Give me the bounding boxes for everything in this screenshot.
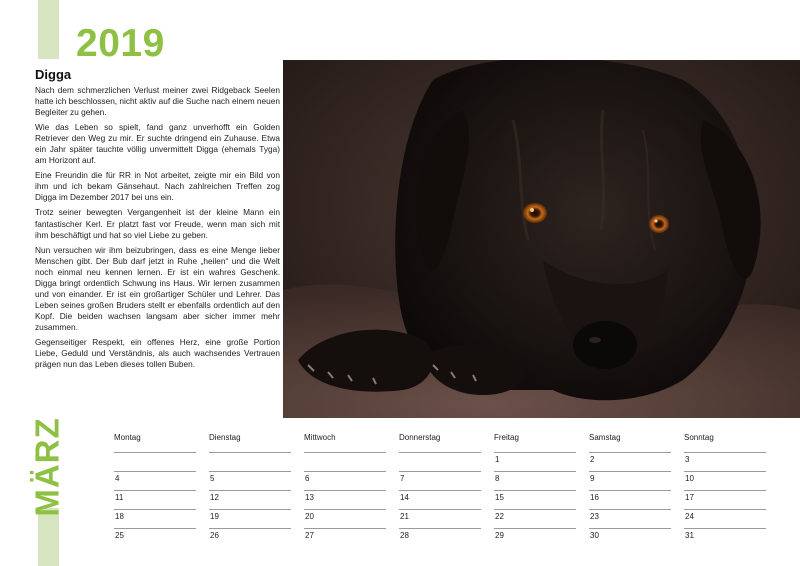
weekday-header: Sonntag (684, 433, 714, 442)
calendar-day-cell (589, 528, 671, 548)
day-number: 19 (210, 512, 219, 521)
day-number: 10 (685, 474, 694, 483)
calendar-day-cell (399, 452, 481, 472)
calendar-column (114, 432, 196, 540)
calendar-day-cell (114, 528, 196, 548)
day-number: 20 (305, 512, 314, 521)
calendar-day-cell (494, 509, 576, 529)
accent-bar-top (38, 0, 59, 59)
day-number: 7 (400, 474, 405, 483)
calendar-day-cell (589, 471, 671, 491)
day-number: 21 (400, 512, 409, 521)
day-number: 13 (305, 493, 314, 502)
day-number: 5 (210, 474, 215, 483)
calendar-day-cell (114, 490, 196, 510)
calendar-day-cell (304, 490, 386, 510)
day-number: 11 (115, 493, 124, 502)
day-number: 14 (400, 493, 409, 502)
story-paragraph: Nun versuchen wir ihm beizubringen, dass es eine Menge lieber Menschen gibt. Der Bub darf jetzt in Ruhe „heilen“ und die Welt noch einmal neu kennen lernen. Er ist ein wahres Geschenk. Digga bringt ordentlich Schwung ins Haus. Wir lernen zusammen und von einander. Er ist ein großartiger Schüler und Lehrer. Das Leben seines großen Bruders stellt er ebenfalls ordentlich auf den Kopf. Die beiden wachsen langsam aber sicher immer mehr zusammen. (35, 244, 280, 332)
calendar-day-cell (494, 471, 576, 491)
weekday-header: Donnerstag (399, 433, 441, 442)
day-number: 1 (495, 455, 500, 464)
month-label (22, 417, 74, 517)
day-number: 27 (305, 531, 314, 540)
day-number: 17 (685, 493, 694, 502)
day-number: 12 (210, 493, 219, 502)
calendar-day-cell (399, 509, 481, 529)
day-number: 28 (400, 531, 409, 540)
day-number: 18 (115, 512, 124, 521)
calendar-column (684, 432, 766, 540)
day-number: 30 (590, 531, 599, 540)
story-paragraph: Gegenseitiger Respekt, ein offenes Herz, eine große Portion Liebe, Geduld und Verständnis, als auch wachsendes Vertrauen prägen nun das Leben dieses tollen Buben. (35, 336, 280, 370)
story-paragraph: Wie das Leben so spielt, fand ganz unverhofft ein Golden Retriever den Weg zu mir. Er suchte dringend ein Zuhause. Etwa ein Jahr später tauchte völlig unvermittelt Digga (ehemals Tyga) am Horizont auf. (35, 122, 280, 166)
calendar-day-cell (304, 509, 386, 529)
day-number: 23 (590, 512, 599, 521)
story-title: Digga (35, 67, 72, 82)
dog-photo (283, 60, 800, 418)
calendar-day-cell (684, 452, 766, 472)
calendar-day-cell (209, 471, 291, 491)
calendar-day-cell (494, 528, 576, 548)
day-number: 6 (305, 474, 310, 483)
calendar-day-cell (399, 471, 481, 491)
calendar-day-cell (114, 471, 196, 491)
day-number: 24 (685, 512, 694, 521)
calendar-day-cell (114, 452, 196, 472)
weekday-header: Montag (114, 433, 141, 442)
year-heading: 2019 (76, 22, 165, 65)
weekday-header: Samstag (589, 433, 621, 442)
calendar-day-cell (494, 452, 576, 472)
day-number: 8 (495, 474, 500, 483)
day-number: 22 (495, 512, 504, 521)
calendar-day-cell (494, 490, 576, 510)
calendar-day-cell (589, 509, 671, 529)
day-number: 16 (590, 493, 599, 502)
day-number: 31 (685, 531, 694, 540)
day-number: 9 (590, 474, 595, 483)
story-paragraph: Eine Freundin die für RR in Not arbeitet, zeigte mir ein Bild von ihm und ich bekam Gänsehaut. Nach zahlreichen Treffen zog Digga im Dezember 2017 bei uns ein. (35, 170, 280, 203)
weekday-header: Mittwoch (304, 433, 336, 442)
day-number: 3 (685, 455, 690, 464)
weekday-header: Dienstag (209, 433, 241, 442)
calendar-column (399, 432, 481, 540)
day-number: 4 (115, 474, 120, 483)
calendar-day-cell (684, 509, 766, 529)
calendar-day-cell (209, 528, 291, 548)
calendar-column (589, 432, 671, 540)
calendar-day-cell (399, 528, 481, 548)
calendar-day-cell (114, 509, 196, 529)
story-paragraph: Trotz seiner bewegten Vergangenheit ist der kleine Mann ein fantastischer Kerl. Er platzt fast vor Freude, wenn man sich mit ihm beschäftigt und hat so viel Liebe zu geben. (35, 207, 280, 240)
day-number: 2 (590, 455, 595, 464)
calendar-column (304, 432, 386, 540)
calendar-day-cell (209, 509, 291, 529)
calendar-day-cell (684, 528, 766, 548)
calendar-day-cell (684, 471, 766, 491)
calendar-column (209, 432, 291, 540)
calendar-day-cell (304, 452, 386, 472)
day-number: 29 (495, 531, 504, 540)
calendar-day-cell (209, 452, 291, 472)
calendar-day-cell (304, 471, 386, 491)
calendar-day-cell (209, 490, 291, 510)
day-number: 26 (210, 531, 219, 540)
calendar-column (494, 432, 576, 540)
calendar-day-cell (684, 490, 766, 510)
story-text (35, 85, 280, 374)
calendar-day-cell (399, 490, 481, 510)
story-paragraph: Nach dem schmerzlichen Verlust meiner zwei Ridgeback Seelen hatte ich beschlossen, nicht aktiv auf die Suche nach einem neuen Begleiter zu gehen. (35, 85, 280, 118)
weekday-header: Freitag (494, 433, 519, 442)
day-number: 25 (115, 531, 124, 540)
calendar-day-cell (589, 490, 671, 510)
calendar-day-cell (304, 528, 386, 548)
accent-bar-bottom (38, 508, 59, 566)
day-number: 15 (495, 493, 504, 502)
calendar-day-cell (589, 452, 671, 472)
month-name: MÄRZ (29, 417, 66, 517)
